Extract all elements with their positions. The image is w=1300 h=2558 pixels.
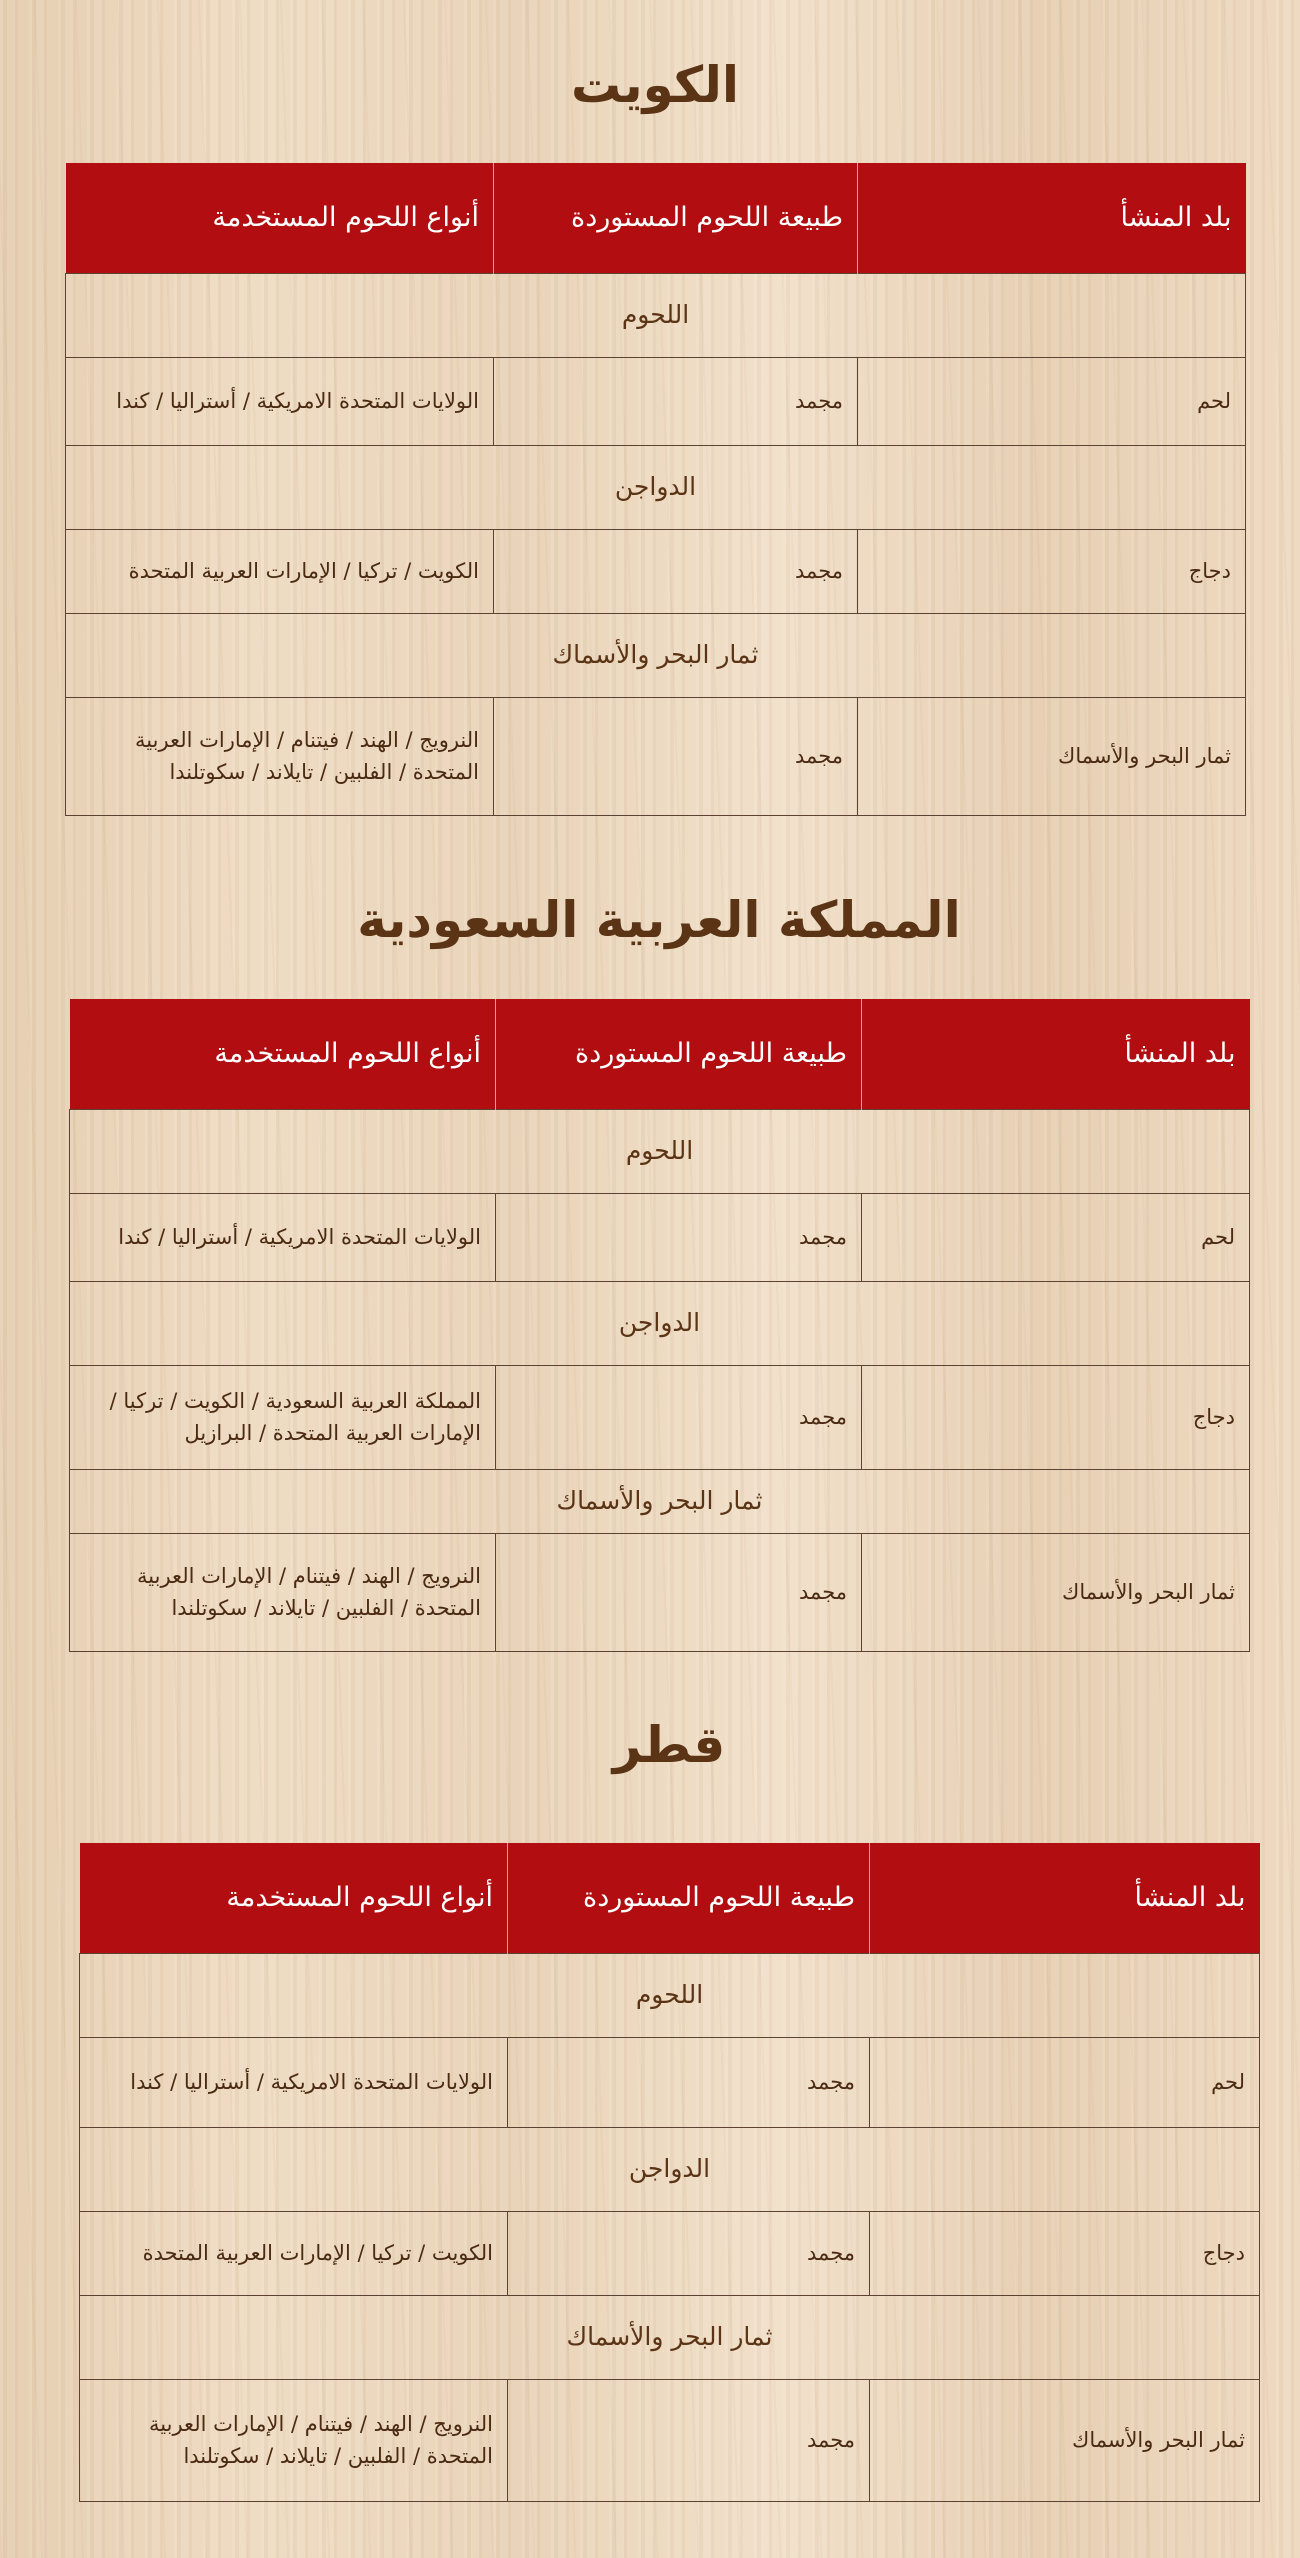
header-nature: طبيعة اللحوم المستوردة (494, 163, 858, 273)
origin-cell: دجاج (858, 529, 1246, 613)
category-title: اللحوم (66, 273, 1246, 357)
origin-cell: دجاج (862, 1365, 1250, 1469)
category-row (80, 2127, 1260, 2211)
types-cell: النرويج / الهند / فيتنام / الإمارات العربية المتحدة / الفلبين / تايلاند / سكوتلندا (66, 697, 494, 815)
category-row (66, 273, 1246, 357)
header-types: أنواع اللحوم المستخدمة (66, 163, 494, 273)
section-kuwait (65, 45, 1245, 825)
section-saudi-arabia (69, 880, 1249, 1660)
nature-cell: مجمد (494, 529, 858, 613)
category-row (80, 2295, 1260, 2379)
category-title: الدواجن (66, 445, 1246, 529)
nature-cell: مجمد (496, 1193, 862, 1281)
types-cell: الولايات المتحدة الامريكية / أستراليا / كندا (66, 357, 494, 445)
nature-cell: مجمد (496, 1533, 862, 1651)
table-row (80, 2037, 1260, 2127)
nature-cell: مجمد (494, 357, 858, 445)
origin-table (65, 163, 1246, 816)
table-row (80, 2379, 1260, 2501)
header-types: أنواع اللحوم المستخدمة (80, 1843, 508, 1953)
country-title: قطر (612, 1716, 726, 1774)
types-cell: النرويج / الهند / فيتنام / الإمارات العربية المتحدة / الفلبين / تايلاند / سكوتلندا (70, 1533, 496, 1651)
table-row (70, 1193, 1250, 1281)
category-title: ثمار البحر والأسماك (80, 2295, 1260, 2379)
table-header-row (70, 999, 1250, 1109)
origin-cell: ثمار البحر والأسماك (870, 2379, 1260, 2501)
types-cell: الولايات المتحدة الامريكية / أستراليا / كندا (80, 2037, 508, 2127)
category-title: ثمار البحر والأسماك (70, 1469, 1250, 1533)
origin-table (79, 1843, 1260, 2502)
types-cell: الكويت / تركيا / الإمارات العربية المتحدة (80, 2211, 508, 2295)
table-row (70, 1533, 1250, 1651)
header-origin: بلد المنشأ (858, 163, 1246, 273)
origin-cell: لحم (862, 1193, 1250, 1281)
category-row (66, 445, 1246, 529)
types-cell: الولايات المتحدة الامريكية / أستراليا / كندا (70, 1193, 496, 1281)
table-row (66, 529, 1246, 613)
table-header-row (80, 1843, 1260, 1953)
table-header-row (66, 163, 1246, 273)
category-row (70, 1109, 1250, 1193)
nature-cell: مجمد (508, 2037, 870, 2127)
types-cell: الكويت / تركيا / الإمارات العربية المتحدة (66, 529, 494, 613)
table-row (66, 697, 1246, 815)
country-title: المملكة العربية السعودية (357, 891, 961, 949)
nature-cell: مجمد (508, 2211, 870, 2295)
types-cell: النرويج / الهند / فيتنام / الإمارات العربية المتحدة / الفلبين / تايلاند / سكوتلندا (80, 2379, 508, 2501)
origin-cell: لحم (870, 2037, 1260, 2127)
category-title: الدواجن (80, 2127, 1260, 2211)
category-title: اللحوم (80, 1953, 1260, 2037)
category-title: اللحوم (70, 1109, 1250, 1193)
table-row (80, 2211, 1260, 2295)
table-row (70, 1365, 1250, 1469)
origin-cell: ثمار البحر والأسماك (862, 1533, 1250, 1651)
header-types: أنواع اللحوم المستخدمة (70, 999, 496, 1109)
types-cell: المملكة العربية السعودية / الكويت / تركيا / الإمارات العربية المتحدة / البرازيل (70, 1365, 496, 1469)
country-title: الكويت (570, 56, 740, 114)
section-qatar (79, 1705, 1259, 2505)
category-row (70, 1281, 1250, 1365)
origin-cell: دجاج (870, 2211, 1260, 2295)
origin-cell: لحم (858, 357, 1246, 445)
category-row (80, 1953, 1260, 2037)
category-row (70, 1469, 1250, 1533)
category-title: ثمار البحر والأسماك (66, 613, 1246, 697)
nature-cell: مجمد (496, 1365, 862, 1469)
nature-cell: مجمد (494, 697, 858, 815)
category-title: الدواجن (70, 1281, 1250, 1365)
header-nature: طبيعة اللحوم المستوردة (508, 1843, 870, 1953)
origin-cell: ثمار البحر والأسماك (858, 697, 1246, 815)
header-origin: بلد المنشأ (870, 1843, 1260, 1953)
header-origin: بلد المنشأ (862, 999, 1250, 1109)
origin-table (69, 999, 1250, 1652)
category-row (66, 613, 1246, 697)
header-nature: طبيعة اللحوم المستوردة (496, 999, 862, 1109)
table-row (66, 357, 1246, 445)
nature-cell: مجمد (508, 2379, 870, 2501)
